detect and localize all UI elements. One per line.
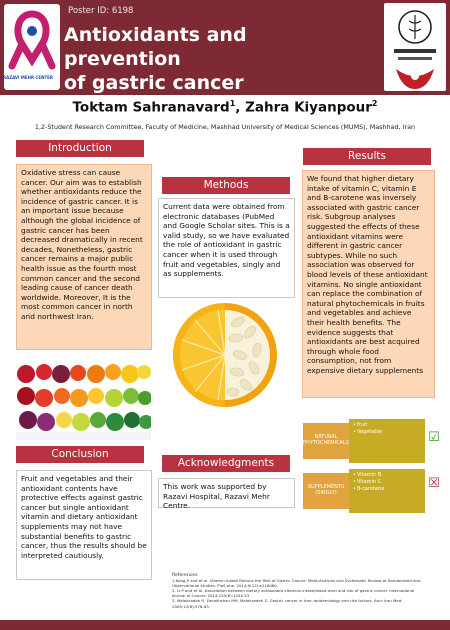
reference-item: 3. Malekzadeh R, Derakhshan MH, Malekzadeh Z. Gastric cancer in Iran: epidemiology and risk factors. Arch Iran Med. 2009;12(6):576-83.: [172, 598, 403, 609]
antioxidant-source-diagram: [303, 415, 443, 525]
supplements-label-line-2: (SINGLY): [315, 490, 337, 496]
conclusion-heading: Conclusion: [16, 446, 144, 463]
orange-slice-pills-icon: [170, 300, 280, 410]
supplement-item: • Vitamin C: [353, 479, 421, 486]
fruits-vegetables-image: [16, 360, 151, 440]
methods-box: Current data were obtained from electronic databases (PubMed and Google Scholar sites. This is a valid study, so we have evaluated the role of antioxidant in gastric cancer when it is used through fruit and vegetables, singly and as supplements.: [158, 198, 295, 298]
natural-phytochemicals-box: [303, 423, 349, 459]
results-heading: Results: [303, 148, 431, 165]
natural-items-list: [349, 419, 425, 463]
check-icon: ☑: [428, 430, 440, 445]
university-logo: [384, 3, 446, 91]
methods-heading: Methods: [162, 177, 290, 194]
supplements-label-line-1: SUPPLEMENTS: [307, 484, 345, 490]
footer-bar: [0, 620, 450, 630]
author-name-2: Zahra Kiyanpour: [245, 99, 372, 116]
poster-title-line-2: of gastric cancer: [64, 72, 244, 94]
authors-line: [0, 99, 450, 116]
author-sup-1: 1: [229, 99, 236, 108]
university-emblem-icon: [384, 3, 446, 91]
acknowledgments-heading: Acknowledgments: [162, 455, 290, 472]
supplement-item: • Vitamin B: [353, 472, 421, 479]
introduction-heading: Introduction: [16, 140, 144, 157]
natural-label-line-1: NATURAL: [314, 434, 338, 440]
orange-and-pills-image: [170, 300, 280, 410]
author-name-1: Toktam Sahranavard: [72, 99, 230, 116]
fruit-vegetable-collage-icon: [16, 360, 151, 440]
author-sup-2: 2: [371, 99, 378, 108]
natural-label-line-2: PHYTOCHEMICALS: [303, 440, 349, 446]
introduction-box: Oxidative stress can cause cancer. Our aim was to establish whether antioxidants reduce the incidence of gastric cancer. It is an important issue because although the global incidence of gastric cancer has been decreased dramatically in recent decades, Nonetheless, gastric cancer remains a major public health issue as the fourth most common cancer and the second leading cause of cancer death worldwide. Moreover, It is the most common cancer in north and northwest Iran.: [16, 164, 152, 350]
cross-icon: ☒: [428, 476, 440, 491]
reference-item: 2. Li P and et al. Association between dietary antioxidant vitamins intake/blood level and risk of gastric cancer. International Journal of Cancer. 2014;135(6):1444-53.: [172, 588, 415, 599]
references-title: References: [172, 573, 198, 578]
natural-item: • fruit: [353, 422, 421, 429]
acknowledgments-box: This work was supported by Razavi Hospital, Razavi Mehr Centre.: [158, 478, 295, 508]
left-logo-caption: RAZAVI MEHR CENTER: [3, 75, 53, 80]
supplements-items-list: [349, 469, 425, 513]
results-box: We found that higher dietary intake of vitamin C, vitamin E and B-carotene was inversely associated with gastric cancer risk. Subgroup analyses suggested the effects of these antioxidant vitamins were different in gastric cancer subtypes. While no such association was observed for blood levels of these antioxidant vitamins. No single antioxidant can replace the combination of natural phytochemicals in fruits and vegetables and achieve their health benefits. The evidence suggests that antioxidants are best acquired through whole food consumption, not from expensive dietary supplements: [302, 170, 435, 398]
poster-id: Poster ID: 6198: [68, 6, 134, 16]
references: [172, 573, 427, 609]
natural-item: • Vegetable: [353, 429, 421, 436]
reference-item: 1.Kong P and et al. Vitamin Intake Reduce the Risk of Gastric Cancer: Meta-Analysis and Systematic Review of Randomized and Observational Studies. PloS one. 2014;9(12):e116060.: [172, 578, 421, 589]
conclusion-box: Fruit and vegetables and their antioxidant contents have protective effects against gastric cancer but single antioxidant vitamin and dietary antioxidant supplements may not have substantial benefits to gastric cancer, thus the results should be interpreted cautiously.: [16, 470, 152, 580]
poster-title: [64, 23, 354, 95]
poster-title-line-1: Antioxidants and prevention: [64, 24, 247, 70]
author-separator: ,: [235, 99, 246, 116]
affiliation: 1,2-Student Research Committee, Faculty of Medicine, Mashhad University of Medical Sciences (MUMS), Mashhad, Iran: [34, 123, 416, 131]
supplement-item: • B-carotene: [353, 486, 421, 493]
ribbon-logo-icon: [4, 4, 60, 76]
supplements-box: [303, 473, 349, 509]
